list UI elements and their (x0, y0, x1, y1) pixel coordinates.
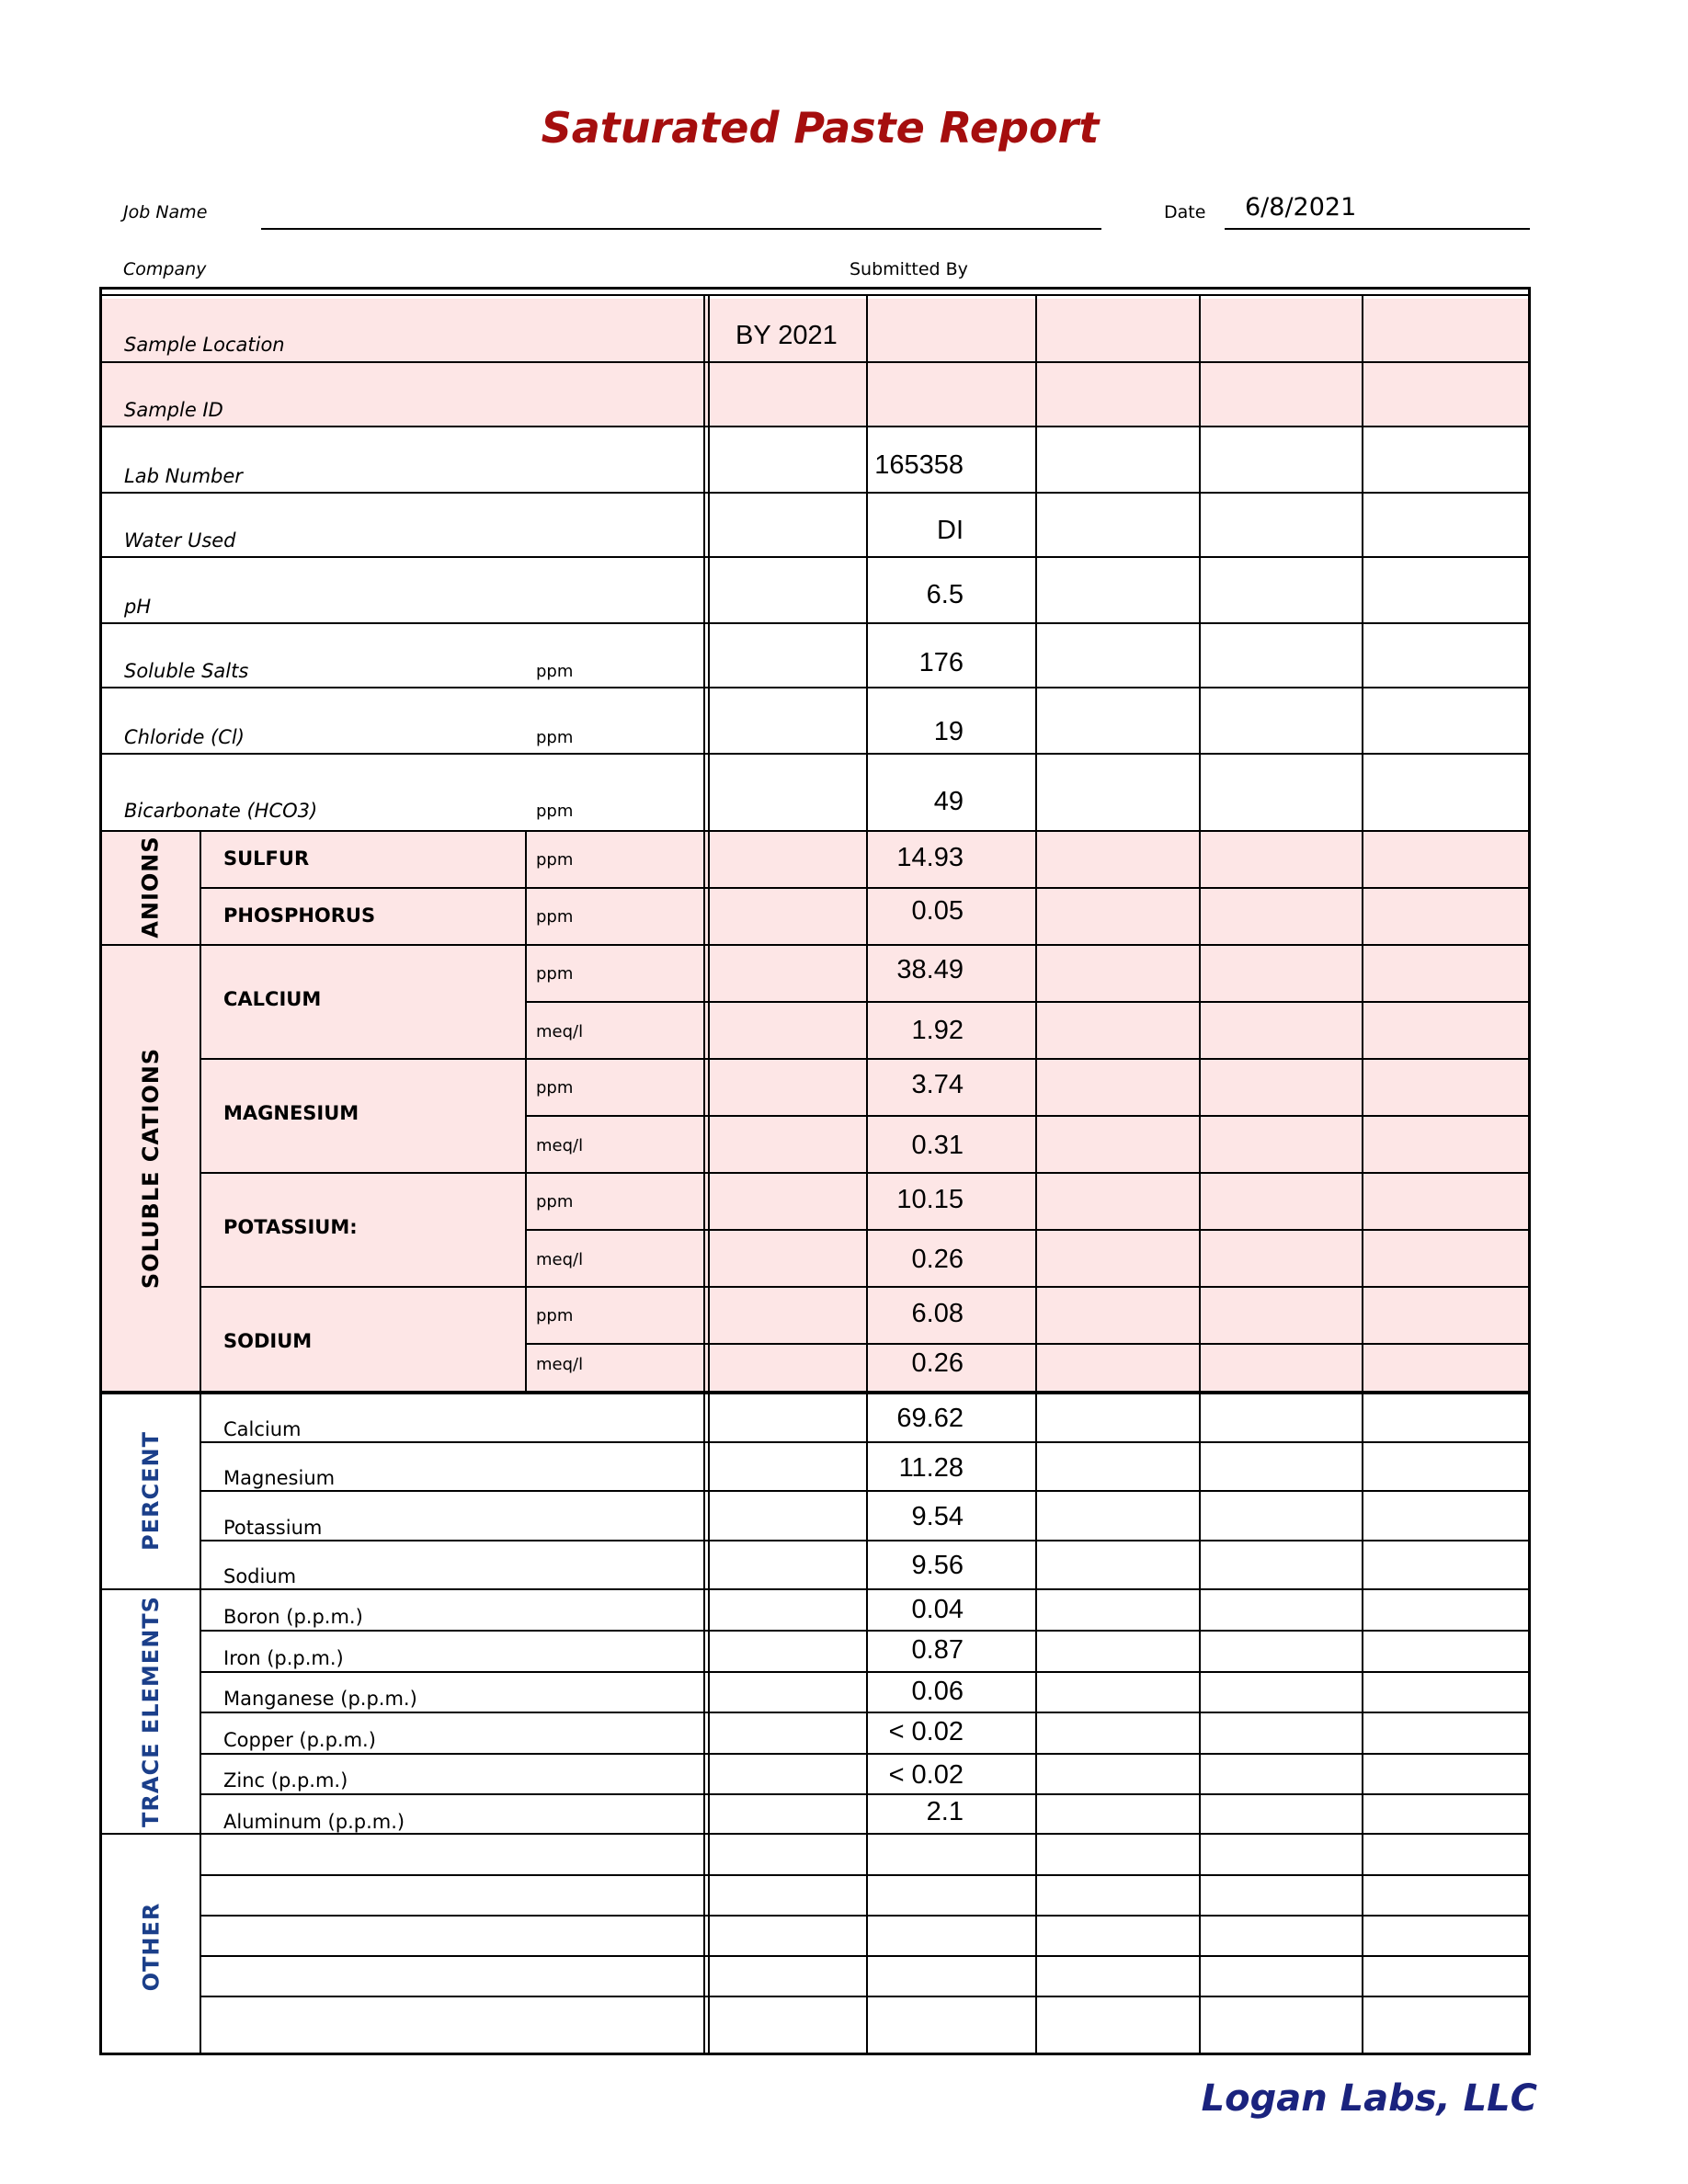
calcium-meq-unit: meq/l (536, 1022, 584, 1041)
row-line (200, 1712, 1528, 1713)
row-line (200, 1753, 1528, 1755)
soluble-salts-value[interactable]: 176 (918, 648, 964, 677)
row-line (525, 1229, 1528, 1231)
results-table (99, 287, 1531, 2055)
potassium-ppm-value[interactable]: 10.15 (896, 1185, 964, 1214)
submitted-by-label: Submitted By (850, 259, 968, 279)
anions-section-label: ANIONS (138, 836, 164, 938)
percent-magnesium-value[interactable]: 11.28 (898, 1453, 964, 1483)
row-line (102, 426, 1528, 427)
column-divider (1362, 294, 1363, 2055)
section-line (102, 1391, 1528, 1394)
row-line (102, 753, 1528, 755)
iron-label: Iron (p.p.m.) (223, 1647, 344, 1669)
percent-calcium-label: Calcium (223, 1418, 302, 1440)
bicarbonate-label: Bicarbonate (HCO3) (124, 800, 318, 822)
report-title: Saturated Paste Report (541, 103, 1100, 153)
other-section-label: OTHER (137, 1902, 164, 1991)
phosphorus-label: PHOSPHORUS (223, 904, 376, 927)
magnesium-ppm-unit: ppm (536, 1078, 574, 1098)
sulfur-label: SULFUR (223, 847, 310, 870)
sample-location-label: Sample Location (124, 334, 285, 356)
phosphorus-unit: ppm (536, 907, 574, 927)
section-line (102, 1833, 1528, 1835)
magnesium-ppm-value[interactable]: 3.74 (911, 1070, 964, 1099)
percent-potassium-label: Potassium (223, 1517, 323, 1539)
job-name-field[interactable] (261, 228, 1101, 230)
row-line (102, 622, 1528, 624)
row-line (200, 1915, 1528, 1917)
section-line (102, 1588, 1528, 1590)
row-line (200, 1996, 1528, 1997)
water-used-value[interactable]: DI (937, 516, 964, 545)
manganese-label: Manganese (p.p.m.) (223, 1688, 417, 1710)
row-line (200, 1955, 1528, 1957)
sodium-ppm-value[interactable]: 6.08 (911, 1299, 964, 1328)
row-line (200, 1058, 1528, 1060)
percent-section-label: PERCENT (138, 1430, 164, 1551)
row-line (200, 887, 1528, 889)
column-divider (1199, 294, 1201, 2055)
manganese-value[interactable]: 0.06 (911, 1677, 964, 1706)
chloride-value[interactable]: 19 (933, 717, 964, 746)
calcium-meq-value[interactable]: 1.92 (911, 1016, 964, 1045)
highlight-band-top (102, 299, 1528, 427)
column-divider (866, 294, 868, 2055)
lab-number-label: Lab Number (124, 465, 243, 487)
magnesium-meq-value[interactable]: 0.31 (911, 1131, 964, 1160)
chloride-label: Chloride (Cl) (124, 726, 245, 748)
row-line (200, 1793, 1528, 1795)
percent-potassium-value[interactable]: 9.54 (911, 1502, 964, 1531)
sodium-ppm-unit: ppm (536, 1306, 574, 1325)
row-line (200, 1630, 1528, 1632)
calcium-ppm-unit: ppm (536, 964, 574, 984)
trace-elements-section-label: TRACE ELEMENTS (138, 1596, 165, 1827)
phosphorus-value[interactable]: 0.05 (911, 896, 964, 926)
copper-label: Copper (p.p.m.) (223, 1729, 376, 1751)
potassium-label: POTASSIUM: (223, 1216, 358, 1238)
row-line (525, 1343, 1528, 1345)
row-line (525, 1001, 1528, 1003)
soluble-cations-section-label: SOLUBLE CATIONS (138, 1047, 165, 1290)
sample-location-value[interactable]: BY 2021 (736, 321, 838, 350)
percent-magnesium-label: Magnesium (223, 1467, 336, 1489)
potassium-meq-unit: meq/l (536, 1250, 584, 1269)
row-line (200, 1671, 1528, 1673)
top-border-inner (102, 294, 1528, 296)
soluble-salts-label: Soluble Salts (124, 660, 249, 682)
row-line (102, 492, 1528, 494)
calcium-ppm-value[interactable]: 38.49 (896, 955, 964, 984)
aluminum-value[interactable]: 2.1 (926, 1797, 964, 1826)
section-divider (200, 830, 201, 2055)
magnesium-meq-unit: meq/l (536, 1136, 584, 1155)
calcium-label: CALCIUM (223, 988, 322, 1010)
lab-number-value[interactable]: 165358 (874, 450, 964, 480)
company-footer: Logan Labs, LLC (1201, 2077, 1537, 2120)
percent-calcium-value[interactable]: 69.62 (896, 1404, 964, 1433)
magnesium-label: MAGNESIUM (223, 1102, 359, 1124)
row-line (200, 1874, 1528, 1876)
water-used-label: Water Used (124, 529, 236, 552)
column-divider (1035, 294, 1037, 2055)
date-field (1225, 228, 1530, 230)
soluble-salts-unit: ppm (536, 662, 574, 681)
row-line (200, 1441, 1528, 1443)
chloride-unit: ppm (536, 728, 574, 747)
row-line (102, 830, 1528, 832)
boron-label: Boron (p.p.m.) (223, 1606, 363, 1628)
zinc-label: Zinc (p.p.m.) (223, 1769, 348, 1792)
sample-id-label: Sample ID (124, 399, 223, 421)
percent-sodium-value[interactable]: 9.56 (911, 1551, 964, 1580)
boron-value[interactable]: 0.04 (911, 1595, 964, 1624)
sodium-meq-value[interactable]: 0.26 (911, 1348, 964, 1378)
percent-sodium-label: Sodium (223, 1565, 297, 1587)
row-line (200, 1540, 1528, 1541)
value-divider (708, 294, 710, 2055)
row-line (102, 361, 1528, 363)
sodium-meq-unit: meq/l (536, 1355, 584, 1374)
iron-value[interactable]: 0.87 (911, 1635, 964, 1665)
row-line (102, 556, 1528, 558)
value-divider (703, 294, 705, 2055)
sulfur-value[interactable]: 14.93 (896, 843, 964, 872)
sodium-label: SODIUM (223, 1330, 313, 1352)
zinc-value[interactable]: < 0.02 (888, 1760, 964, 1790)
potassium-ppm-unit: ppm (536, 1192, 574, 1211)
row-line (200, 1490, 1528, 1492)
ph-label: pH (124, 596, 152, 618)
aluminum-label: Aluminum (p.p.m.) (223, 1811, 405, 1833)
date-label: Date (1164, 202, 1206, 222)
copper-value[interactable]: < 0.02 (888, 1717, 964, 1746)
bicarbonate-unit: ppm (536, 802, 574, 821)
unit-divider (525, 830, 527, 1393)
date-value[interactable]: 6/8/2021 (1245, 193, 1357, 222)
row-line (102, 687, 1528, 688)
bicarbonate-value[interactable]: 49 (933, 787, 964, 816)
row-line (200, 1286, 1528, 1288)
row-line (200, 1172, 1528, 1174)
company-label: Company (123, 259, 207, 279)
row-line (102, 944, 1528, 946)
row-line (525, 1115, 1528, 1117)
job-name-label: Job Name (123, 202, 208, 222)
ph-value[interactable]: 6.5 (926, 580, 964, 609)
potassium-meq-value[interactable]: 0.26 (911, 1245, 964, 1274)
sulfur-unit: ppm (536, 850, 574, 870)
